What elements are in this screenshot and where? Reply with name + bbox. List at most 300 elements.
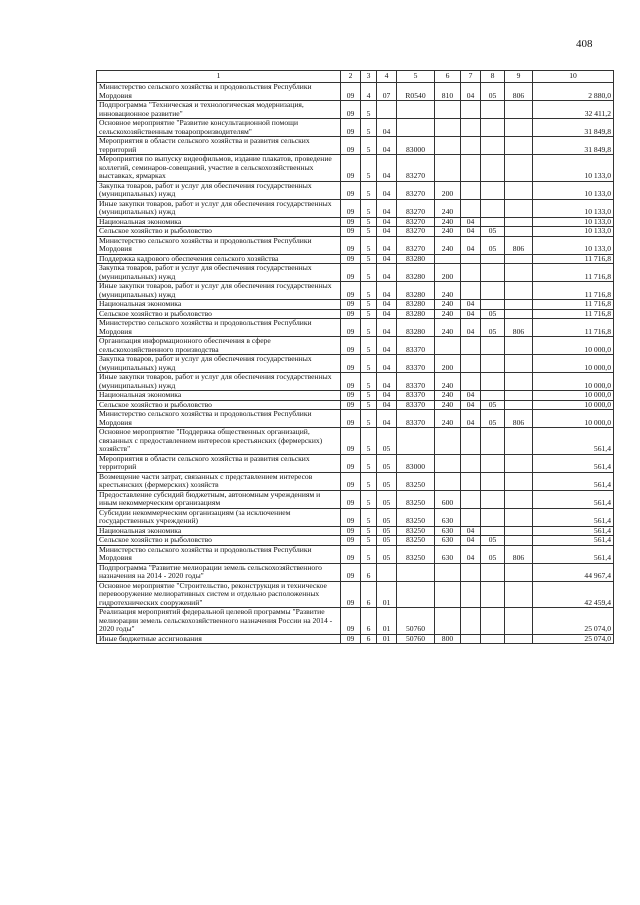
department-code-cell bbox=[505, 254, 533, 264]
ministry-code-cell: 09 bbox=[341, 309, 361, 319]
ministry-code-cell: 09 bbox=[341, 83, 361, 101]
department-code-cell bbox=[505, 137, 533, 155]
column-header-7: 7 bbox=[461, 71, 481, 83]
department-code-cell bbox=[505, 536, 533, 546]
section-code-cell: 04 bbox=[461, 309, 481, 319]
subprogram-code-cell: 01 bbox=[377, 608, 397, 635]
expense-name-cell: Закупка товаров, работ и услуг для обеспечения государственных (муниципальных) нужд bbox=[97, 355, 341, 373]
expense-type-cell bbox=[435, 254, 461, 264]
subprogram-code-cell: 05 bbox=[377, 454, 397, 472]
department-code-cell bbox=[505, 428, 533, 455]
expense-type-cell bbox=[435, 101, 461, 119]
expense-type-cell: 240 bbox=[435, 410, 461, 428]
target-article-cell: 83280 bbox=[397, 282, 435, 300]
department-code-cell bbox=[505, 119, 533, 137]
expense-name-cell: Организация информационного обеспечения в сфере сельскохозяйственного производства bbox=[97, 337, 341, 355]
subsection-code-cell bbox=[481, 282, 505, 300]
expense-type-cell: 240 bbox=[435, 282, 461, 300]
subsection-code-cell: 05 bbox=[481, 227, 505, 237]
subprogram-code-cell: 05 bbox=[377, 508, 397, 526]
amount-cell: 11 716,8 bbox=[533, 300, 614, 310]
amount-cell: 10 133,0 bbox=[533, 217, 614, 227]
section-code-cell bbox=[461, 581, 481, 608]
table-row bbox=[97, 227, 614, 237]
subsection-code-cell bbox=[481, 490, 505, 508]
department-code-cell bbox=[505, 634, 533, 644]
ministry-code-cell: 09 bbox=[341, 400, 361, 410]
subsection-code-cell: 05 bbox=[481, 236, 505, 254]
section-code-cell bbox=[461, 199, 481, 217]
table-row bbox=[97, 355, 614, 373]
department-code-cell bbox=[505, 490, 533, 508]
column-header-8: 8 bbox=[481, 71, 505, 83]
expense-type-cell: 630 bbox=[435, 545, 461, 563]
ministry-code-cell: 09 bbox=[341, 536, 361, 546]
section-code-cell bbox=[461, 608, 481, 635]
target-article-cell: 83250 bbox=[397, 545, 435, 563]
table-row bbox=[97, 83, 614, 101]
target-article-cell: 83370 bbox=[397, 410, 435, 428]
expense-name-cell: Закупка товаров, работ и услуг для обеспечения государственных (муниципальных) нужд bbox=[97, 264, 341, 282]
amount-cell: 11 716,8 bbox=[533, 319, 614, 337]
target-article-cell: 83370 bbox=[397, 373, 435, 391]
ministry-code-cell: 09 bbox=[341, 199, 361, 217]
table-row bbox=[97, 563, 614, 581]
target-article-cell bbox=[397, 119, 435, 137]
expense-name-cell: Национальная экономика bbox=[97, 391, 341, 401]
subprogram-code-cell: 04 bbox=[377, 309, 397, 319]
ministry-code-cell: 09 bbox=[341, 608, 361, 635]
target-article-cell: R0540 bbox=[397, 83, 435, 101]
subprogram-code-cell: 04 bbox=[377, 227, 397, 237]
subsection-code-cell: 05 bbox=[481, 545, 505, 563]
department-code-cell bbox=[505, 181, 533, 199]
expense-type-cell: 200 bbox=[435, 181, 461, 199]
section-code-cell bbox=[461, 563, 481, 581]
table-row bbox=[97, 155, 614, 182]
amount-cell: 10 000,0 bbox=[533, 400, 614, 410]
section-code-cell: 04 bbox=[461, 391, 481, 401]
program-code-cell: 6 bbox=[361, 581, 377, 608]
ministry-code-cell: 09 bbox=[341, 101, 361, 119]
subprogram-code-cell: 04 bbox=[377, 199, 397, 217]
target-article-cell: 83370 bbox=[397, 391, 435, 401]
subsection-code-cell bbox=[481, 526, 505, 536]
expense-name-cell: Предоставление субсидий бюджетным, автономным учреждениям и иным некоммерческим организациям bbox=[97, 490, 341, 508]
amount-cell: 44 967,4 bbox=[533, 563, 614, 581]
subsection-code-cell: 05 bbox=[481, 536, 505, 546]
section-code-cell bbox=[461, 119, 481, 137]
target-article-cell: 83270 bbox=[397, 181, 435, 199]
expense-name-cell: Основное мероприятие "Строительство, реконструкция и техническое перевооружение мелиоративных систем и отдельно расположенных гидротехнических сооружений" bbox=[97, 581, 341, 608]
department-code-cell bbox=[505, 563, 533, 581]
subprogram-code-cell: 05 bbox=[377, 545, 397, 563]
expense-name-cell: Иные закупки товаров, работ и услуг для обеспечения государственных (муниципальных) нужд bbox=[97, 199, 341, 217]
table-row bbox=[97, 508, 614, 526]
column-header-9: 9 bbox=[505, 71, 533, 83]
section-code-cell bbox=[461, 264, 481, 282]
department-code-cell bbox=[505, 264, 533, 282]
amount-cell: 10 000,0 bbox=[533, 391, 614, 401]
amount-cell: 11 716,8 bbox=[533, 282, 614, 300]
table-row bbox=[97, 526, 614, 536]
ministry-code-cell: 09 bbox=[341, 319, 361, 337]
expense-type-cell bbox=[435, 137, 461, 155]
subprogram-code-cell: 05 bbox=[377, 428, 397, 455]
target-article-cell bbox=[397, 581, 435, 608]
expense-type-cell: 240 bbox=[435, 309, 461, 319]
section-code-cell bbox=[461, 254, 481, 264]
column-header-10: 10 bbox=[533, 71, 614, 83]
program-code-cell: 5 bbox=[361, 309, 377, 319]
amount-cell: 10 133,0 bbox=[533, 236, 614, 254]
section-code-cell: 04 bbox=[461, 83, 481, 101]
subsection-code-cell bbox=[481, 300, 505, 310]
subprogram-code-cell: 05 bbox=[377, 526, 397, 536]
expense-type-cell: 200 bbox=[435, 355, 461, 373]
expense-type-cell bbox=[435, 608, 461, 635]
subsection-code-cell: 05 bbox=[481, 319, 505, 337]
subprogram-code-cell: 07 bbox=[377, 83, 397, 101]
program-code-cell: 5 bbox=[361, 536, 377, 546]
table-row bbox=[97, 254, 614, 264]
subprogram-code-cell: 04 bbox=[377, 373, 397, 391]
section-code-cell: 04 bbox=[461, 536, 481, 546]
amount-cell: 25 074,0 bbox=[533, 608, 614, 635]
expense-type-cell bbox=[435, 454, 461, 472]
section-code-cell bbox=[461, 454, 481, 472]
subprogram-code-cell: 05 bbox=[377, 472, 397, 490]
expense-name-cell: Основное мероприятие "Поддержка общественных организаций, связанных с предоставлением интересов крестьянских (фермерских) хозяйств" bbox=[97, 428, 341, 455]
program-code-cell: 5 bbox=[361, 181, 377, 199]
expense-type-cell: 600 bbox=[435, 490, 461, 508]
target-article-cell: 83000 bbox=[397, 454, 435, 472]
section-code-cell: 04 bbox=[461, 526, 481, 536]
table-row bbox=[97, 264, 614, 282]
amount-cell: 561,4 bbox=[533, 490, 614, 508]
table-row bbox=[97, 282, 614, 300]
target-article-cell: 83280 bbox=[397, 264, 435, 282]
subprogram-code-cell: 04 bbox=[377, 264, 397, 282]
table-header-row bbox=[97, 71, 614, 83]
expense-type-cell: 240 bbox=[435, 300, 461, 310]
target-article-cell: 83250 bbox=[397, 526, 435, 536]
ministry-code-cell: 09 bbox=[341, 410, 361, 428]
subprogram-code-cell: 04 bbox=[377, 119, 397, 137]
department-code-cell: 806 bbox=[505, 319, 533, 337]
ministry-code-cell: 09 bbox=[341, 581, 361, 608]
department-code-cell bbox=[505, 101, 533, 119]
amount-cell: 31 849,8 bbox=[533, 137, 614, 155]
page-number: 408 bbox=[576, 38, 593, 50]
department-code-cell bbox=[505, 391, 533, 401]
department-code-cell bbox=[505, 155, 533, 182]
section-code-cell bbox=[461, 137, 481, 155]
expense-type-cell: 240 bbox=[435, 400, 461, 410]
table-row bbox=[97, 119, 614, 137]
expense-name-cell: Иные закупки товаров, работ и услуг для обеспечения государственных (муниципальных) нужд bbox=[97, 282, 341, 300]
expense-name-cell: Закупка товаров, работ и услуг для обеспечения государственных (муниципальных) нужд bbox=[97, 181, 341, 199]
section-code-cell bbox=[461, 355, 481, 373]
ministry-code-cell: 09 bbox=[341, 254, 361, 264]
expense-type-cell: 630 bbox=[435, 526, 461, 536]
amount-cell: 11 716,8 bbox=[533, 309, 614, 319]
expense-type-cell: 200 bbox=[435, 264, 461, 282]
subsection-code-cell: 05 bbox=[481, 309, 505, 319]
program-code-cell: 5 bbox=[361, 155, 377, 182]
program-code-cell: 5 bbox=[361, 254, 377, 264]
department-code-cell bbox=[505, 337, 533, 355]
expense-type-cell: 240 bbox=[435, 236, 461, 254]
ministry-code-cell: 09 bbox=[341, 264, 361, 282]
section-code-cell bbox=[461, 508, 481, 526]
ministry-code-cell: 09 bbox=[341, 181, 361, 199]
amount-cell: 25 074,0 bbox=[533, 634, 614, 644]
program-code-cell: 6 bbox=[361, 563, 377, 581]
expense-name-cell: Сельское хозяйство и рыболовство bbox=[97, 309, 341, 319]
target-article-cell: 83000 bbox=[397, 137, 435, 155]
ministry-code-cell: 09 bbox=[341, 282, 361, 300]
expense-name-cell: Министерство сельского хозяйства и продовольствия Республики Мордовия bbox=[97, 545, 341, 563]
department-code-cell: 806 bbox=[505, 545, 533, 563]
department-code-cell bbox=[505, 526, 533, 536]
section-code-cell: 04 bbox=[461, 300, 481, 310]
section-code-cell bbox=[461, 490, 481, 508]
department-code-cell bbox=[505, 472, 533, 490]
subprogram-code-cell: 04 bbox=[377, 217, 397, 227]
department-code-cell bbox=[505, 508, 533, 526]
section-code-cell bbox=[461, 181, 481, 199]
subsection-code-cell bbox=[481, 428, 505, 455]
table-row bbox=[97, 454, 614, 472]
program-code-cell: 5 bbox=[361, 227, 377, 237]
program-code-cell: 5 bbox=[361, 410, 377, 428]
ministry-code-cell: 09 bbox=[341, 337, 361, 355]
program-code-cell: 5 bbox=[361, 545, 377, 563]
amount-cell: 561,4 bbox=[533, 428, 614, 455]
table-row bbox=[97, 581, 614, 608]
expense-name-cell: Мероприятия в области сельского хозяйства и развития сельских территорий bbox=[97, 137, 341, 155]
ministry-code-cell: 09 bbox=[341, 217, 361, 227]
table-row bbox=[97, 101, 614, 119]
ministry-code-cell: 09 bbox=[341, 119, 361, 137]
ministry-code-cell: 09 bbox=[341, 563, 361, 581]
program-code-cell: 5 bbox=[361, 217, 377, 227]
program-code-cell: 5 bbox=[361, 101, 377, 119]
program-code-cell: 5 bbox=[361, 526, 377, 536]
program-code-cell: 5 bbox=[361, 119, 377, 137]
expense-type-cell: 240 bbox=[435, 227, 461, 237]
subsection-code-cell bbox=[481, 634, 505, 644]
ministry-code-cell: 09 bbox=[341, 545, 361, 563]
expense-name-cell: Субсидии некоммерческим организациям (за исключением государственных учреждений) bbox=[97, 508, 341, 526]
table-row bbox=[97, 217, 614, 227]
amount-cell: 10 133,0 bbox=[533, 227, 614, 237]
subsection-code-cell bbox=[481, 119, 505, 137]
expense-name-cell: Национальная экономика bbox=[97, 526, 341, 536]
expense-type-cell: 240 bbox=[435, 217, 461, 227]
expense-name-cell: Министерство сельского хозяйства и продовольствия Республики Мордовия bbox=[97, 83, 341, 101]
column-header-2: 2 bbox=[341, 71, 361, 83]
target-article-cell: 83250 bbox=[397, 536, 435, 546]
section-code-cell bbox=[461, 428, 481, 455]
expense-name-cell: Подпрограмма "Техническая и технологическая модернизация, инновационное развитие" bbox=[97, 101, 341, 119]
amount-cell: 31 849,8 bbox=[533, 119, 614, 137]
ministry-code-cell: 09 bbox=[341, 508, 361, 526]
department-code-cell bbox=[505, 373, 533, 391]
expense-type-cell: 630 bbox=[435, 536, 461, 546]
expense-name-cell: Министерство сельского хозяйства и продовольствия Республики Мордовия bbox=[97, 410, 341, 428]
expense-type-cell bbox=[435, 119, 461, 137]
table-row bbox=[97, 309, 614, 319]
table-row bbox=[97, 199, 614, 217]
column-header-5: 5 bbox=[397, 71, 435, 83]
expense-name-cell: Иные закупки товаров, работ и услуг для обеспечения государственных (муниципальных) нужд bbox=[97, 373, 341, 391]
table-row bbox=[97, 337, 614, 355]
target-article-cell: 83280 bbox=[397, 309, 435, 319]
subsection-code-cell bbox=[481, 355, 505, 373]
subprogram-code-cell: 04 bbox=[377, 319, 397, 337]
subsection-code-cell: 05 bbox=[481, 400, 505, 410]
ministry-code-cell: 09 bbox=[341, 236, 361, 254]
expense-type-cell: 630 bbox=[435, 508, 461, 526]
subprogram-code-cell bbox=[377, 101, 397, 119]
expense-type-cell bbox=[435, 155, 461, 182]
program-code-cell: 5 bbox=[361, 199, 377, 217]
section-code-cell: 04 bbox=[461, 410, 481, 428]
subprogram-code-cell: 04 bbox=[377, 400, 397, 410]
target-article-cell: 83250 bbox=[397, 508, 435, 526]
subsection-code-cell bbox=[481, 373, 505, 391]
column-header-1: 1 bbox=[97, 71, 341, 83]
expense-type-cell: 240 bbox=[435, 319, 461, 337]
subsection-code-cell bbox=[481, 391, 505, 401]
subprogram-code-cell: 01 bbox=[377, 581, 397, 608]
table-row bbox=[97, 400, 614, 410]
amount-cell: 10 000,0 bbox=[533, 355, 614, 373]
program-code-cell: 5 bbox=[361, 264, 377, 282]
subprogram-code-cell: 04 bbox=[377, 282, 397, 300]
table-row bbox=[97, 545, 614, 563]
amount-cell: 10 000,0 bbox=[533, 337, 614, 355]
subsection-code-cell bbox=[481, 155, 505, 182]
department-code-cell bbox=[505, 217, 533, 227]
target-article-cell: 83250 bbox=[397, 490, 435, 508]
program-code-cell: 5 bbox=[361, 282, 377, 300]
expense-name-cell: Иные бюджетные ассигнования bbox=[97, 634, 341, 644]
section-code-cell bbox=[461, 634, 481, 644]
target-article-cell: 83370 bbox=[397, 400, 435, 410]
ministry-code-cell: 09 bbox=[341, 391, 361, 401]
budget-table bbox=[96, 70, 614, 644]
subsection-code-cell bbox=[481, 608, 505, 635]
table-row bbox=[97, 391, 614, 401]
expense-name-cell: Сельское хозяйство и рыболовство bbox=[97, 227, 341, 237]
subprogram-code-cell: 04 bbox=[377, 355, 397, 373]
target-article-cell: 83270 bbox=[397, 236, 435, 254]
section-code-cell bbox=[461, 337, 481, 355]
subprogram-code-cell: 04 bbox=[377, 410, 397, 428]
expense-name-cell: Министерство сельского хозяйства и продовольствия Республики Мордовия bbox=[97, 319, 341, 337]
subsection-code-cell bbox=[481, 472, 505, 490]
target-article-cell: 83280 bbox=[397, 300, 435, 310]
program-code-cell: 4 bbox=[361, 83, 377, 101]
expense-name-cell: Мероприятия по выпуску видеофильмов, издание плакатов, проведение коллегий, семинаров-совещаний, участие в сельскохозяйственных выставках, ярмарках bbox=[97, 155, 341, 182]
subprogram-code-cell: 05 bbox=[377, 490, 397, 508]
target-article-cell bbox=[397, 101, 435, 119]
target-article-cell bbox=[397, 563, 435, 581]
subprogram-code-cell: 04 bbox=[377, 337, 397, 355]
amount-cell: 561,4 bbox=[533, 536, 614, 546]
target-article-cell bbox=[397, 428, 435, 455]
target-article-cell: 83250 bbox=[397, 472, 435, 490]
subsection-code-cell bbox=[481, 508, 505, 526]
program-code-cell: 6 bbox=[361, 608, 377, 635]
ministry-code-cell: 09 bbox=[341, 300, 361, 310]
amount-cell: 561,4 bbox=[533, 472, 614, 490]
program-code-cell: 5 bbox=[361, 428, 377, 455]
subsection-code-cell bbox=[481, 454, 505, 472]
subsection-code-cell: 05 bbox=[481, 410, 505, 428]
amount-cell: 10 133,0 bbox=[533, 181, 614, 199]
program-code-cell: 5 bbox=[361, 236, 377, 254]
subprogram-code-cell: 04 bbox=[377, 155, 397, 182]
subsection-code-cell bbox=[481, 137, 505, 155]
section-code-cell: 04 bbox=[461, 545, 481, 563]
department-code-cell bbox=[505, 581, 533, 608]
subsection-code-cell bbox=[481, 581, 505, 608]
program-code-cell: 5 bbox=[361, 391, 377, 401]
expense-name-cell: Поддержка кадрового обеспечения сельского хозяйства bbox=[97, 254, 341, 264]
table-row bbox=[97, 181, 614, 199]
section-code-cell: 04 bbox=[461, 400, 481, 410]
program-code-cell: 5 bbox=[361, 355, 377, 373]
department-code-cell bbox=[505, 400, 533, 410]
table-row bbox=[97, 373, 614, 391]
program-code-cell: 5 bbox=[361, 319, 377, 337]
department-code-cell: 806 bbox=[505, 83, 533, 101]
subsection-code-cell bbox=[481, 181, 505, 199]
section-code-cell bbox=[461, 155, 481, 182]
table-row bbox=[97, 236, 614, 254]
expense-type-cell: 240 bbox=[435, 391, 461, 401]
amount-cell: 2 880,0 bbox=[533, 83, 614, 101]
ministry-code-cell: 09 bbox=[341, 373, 361, 391]
table-body bbox=[97, 83, 614, 644]
department-code-cell bbox=[505, 454, 533, 472]
subprogram-code-cell: 04 bbox=[377, 137, 397, 155]
subsection-code-cell bbox=[481, 217, 505, 227]
target-article-cell: 83280 bbox=[397, 319, 435, 337]
department-code-cell bbox=[505, 282, 533, 300]
amount-cell: 11 716,8 bbox=[533, 264, 614, 282]
amount-cell: 561,4 bbox=[533, 526, 614, 536]
amount-cell: 11 716,8 bbox=[533, 254, 614, 264]
target-article-cell: 83270 bbox=[397, 227, 435, 237]
department-code-cell bbox=[505, 300, 533, 310]
amount-cell: 10 000,0 bbox=[533, 373, 614, 391]
expense-type-cell bbox=[435, 428, 461, 455]
target-article-cell: 83370 bbox=[397, 355, 435, 373]
target-article-cell: 83270 bbox=[397, 155, 435, 182]
expense-type-cell: 240 bbox=[435, 373, 461, 391]
subprogram-code-cell: 04 bbox=[377, 236, 397, 254]
expense-name-cell: Мероприятия в области сельского хозяйства и развития сельских территорий bbox=[97, 454, 341, 472]
table-row bbox=[97, 410, 614, 428]
table-row bbox=[97, 319, 614, 337]
program-code-cell: 5 bbox=[361, 400, 377, 410]
expense-type-cell: 810 bbox=[435, 83, 461, 101]
